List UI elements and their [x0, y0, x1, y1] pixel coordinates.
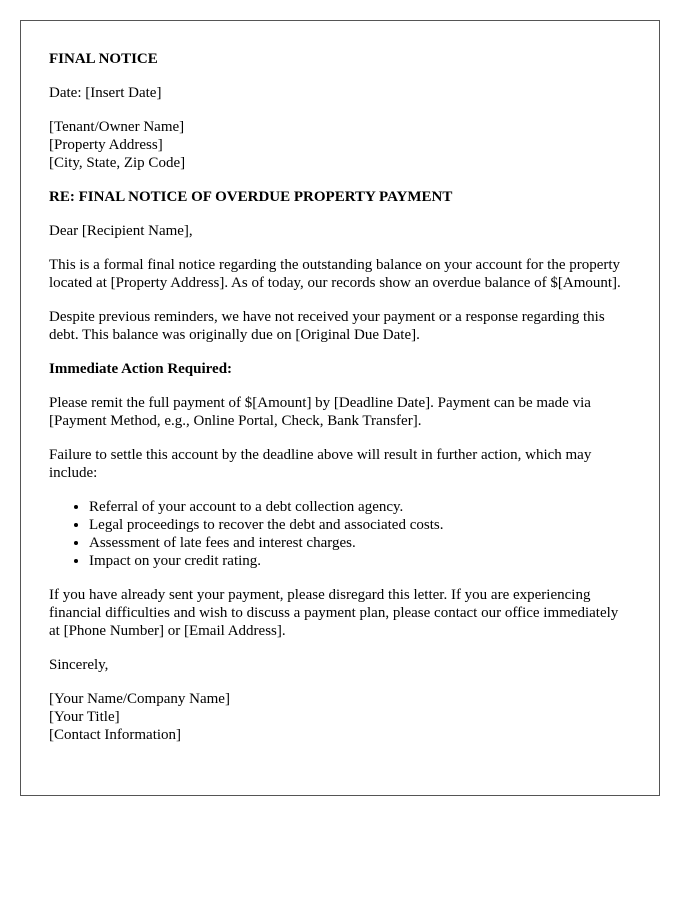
list-item: • Assessment of late fees and interest charges. — [89, 534, 631, 552]
paragraph-payment-instructions: Please remit the full payment of $[Amount] by [Deadline Date]. Payment can be made via [Payment Method, e.g., Online Portal, Check, Bank Transfer]. — [49, 395, 591, 429]
signature-name: [Your Name/Company Name] — [49, 691, 230, 707]
recipient-city-state-zip: [City, State, Zip Code] — [49, 155, 186, 171]
salutation: Dear [Recipient Name], — [49, 223, 193, 239]
list-item: • Impact on your credit rating. — [89, 552, 631, 570]
paragraph-overdue-balance: This is a formal final notice regarding the outstanding balance on your account for the property located at [Property Address]. As of today, our records show an overdue balance of $[Amount]. — [49, 257, 621, 291]
date-line: Date: [Insert Date] — [49, 85, 162, 101]
closing: Sincerely, — [49, 657, 109, 673]
letter-container — [20, 20, 660, 796]
signature-contact: [Contact Information] — [49, 727, 182, 743]
recipient-name: [Tenant/Owner Name] — [49, 119, 185, 135]
signature-title: [Your Title] — [49, 709, 120, 725]
paragraph-disregard-or-contact: If you have already sent your payment, please disregard this letter. If you are experiencing financial difficulties and wish to discuss a payment plan, please contact our office immediately at [Phone Number] or [Email Address]. — [49, 587, 619, 639]
list-item: • Referral of your account to a debt collection agency. — [89, 498, 631, 516]
subject-line: RE: FINAL NOTICE OF OVERDUE PROPERTY PAYMENT — [49, 189, 453, 205]
recipient-block — [49, 118, 631, 172]
list-item: • Legal proceedings to recover the debt and associated costs. — [89, 516, 631, 534]
recipient-address: [Property Address] — [49, 137, 163, 153]
signature-block — [49, 690, 631, 744]
paragraph-further-action: Failure to settle this account by the deadline above will result in further action, which may include: — [49, 447, 592, 481]
action-heading: Immediate Action Required: — [49, 361, 233, 377]
notice-heading: FINAL NOTICE — [49, 51, 158, 67]
consequences-list — [49, 498, 631, 570]
paragraph-previous-reminders: Despite previous reminders, we have not received your payment or a response regarding this debt. This balance was originally due on [Original Due Date]. — [49, 309, 605, 343]
